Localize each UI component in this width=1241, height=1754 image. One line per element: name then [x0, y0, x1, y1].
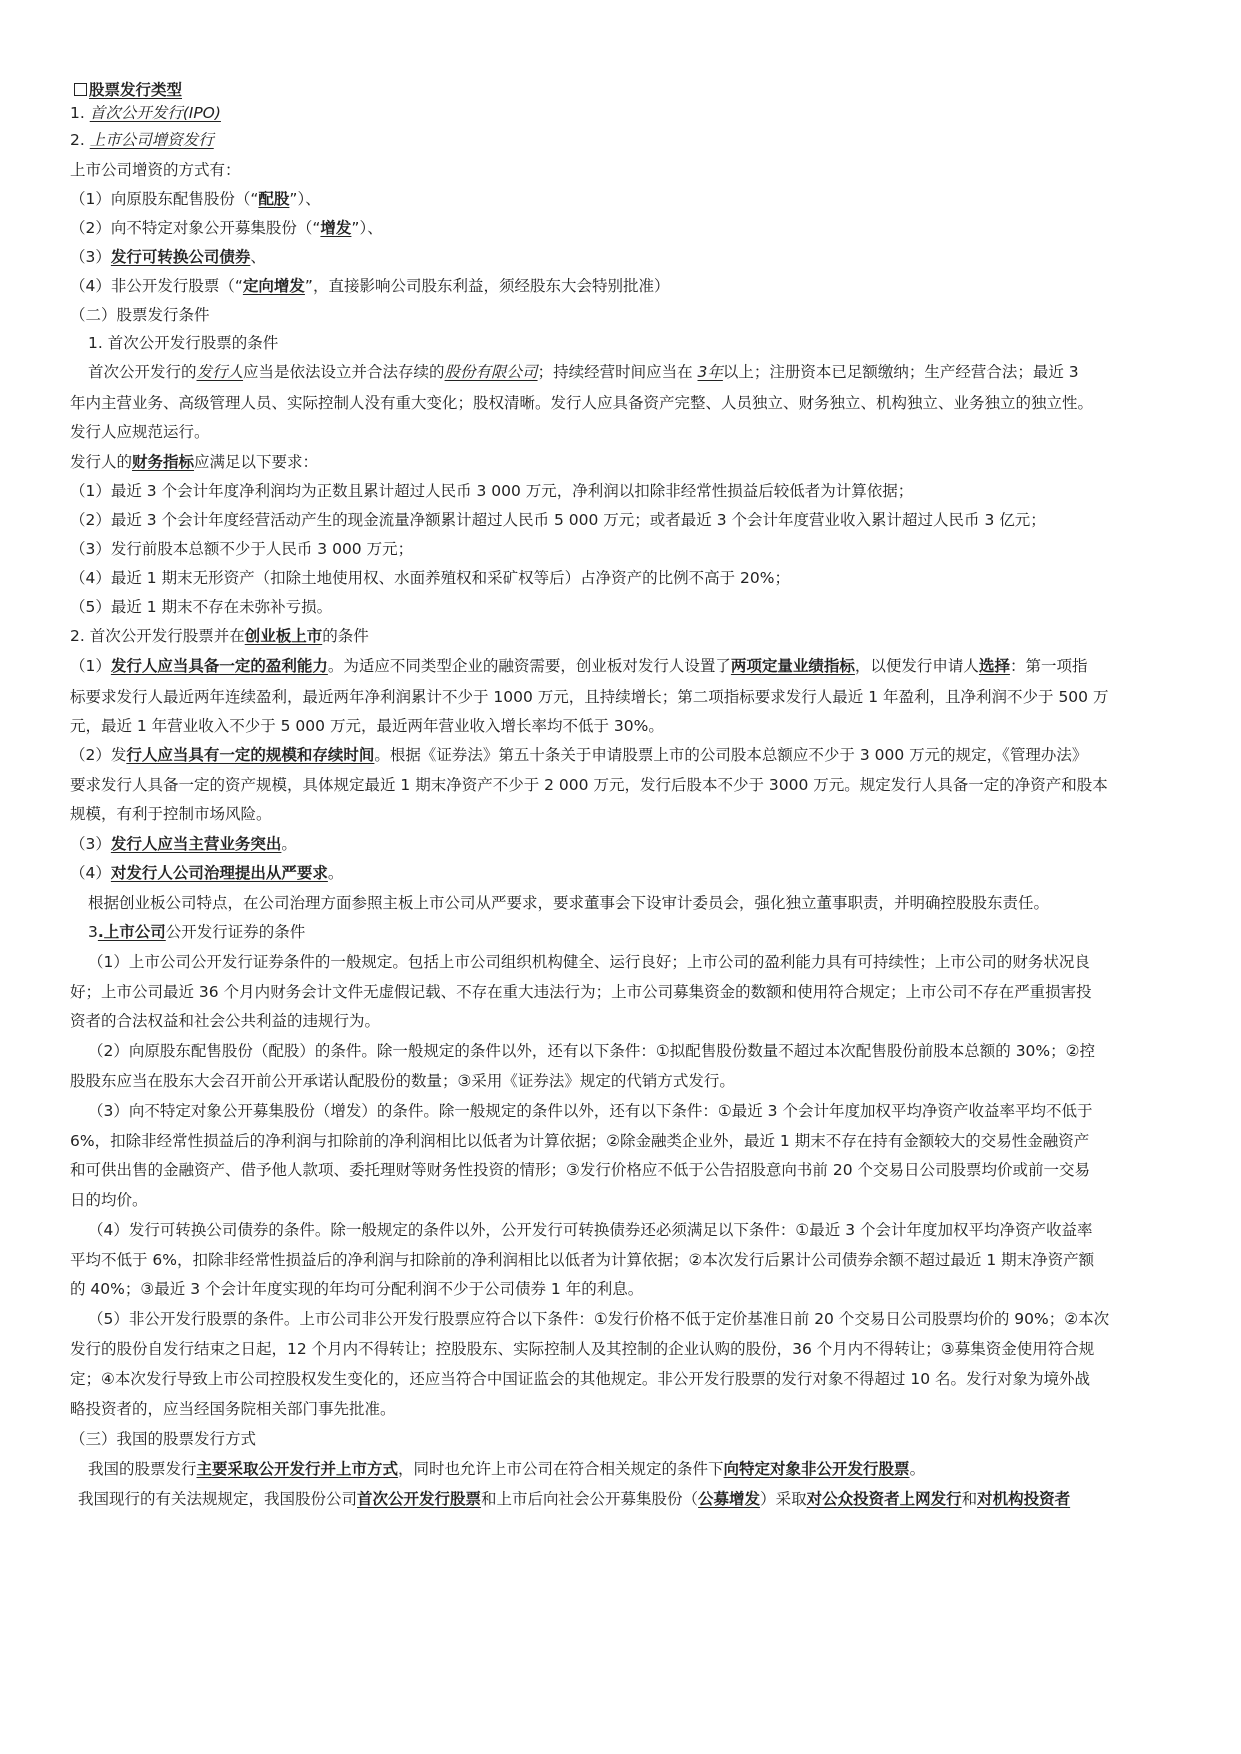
text-run: ，同时也允许上市公司在符合相关规定的条件下 [398, 1460, 724, 1478]
emphasized-term: 行人应当具有一定的规模和存续时间 [126, 746, 375, 764]
text-run: （2）最近 3 个会计年度经营活动产生的现金流量净额累计超过人民币 5 000 万元；或者最近 3 个会计年度营业收入累计超过人民币 3 亿元； [70, 511, 1046, 529]
text-line-l16 [70, 539, 1241, 559]
text-run: ”，直接影响公司股东利益，须经股东大会特别批准） [304, 277, 670, 295]
text-run: ）采取 [760, 1490, 807, 1508]
text-run: 2. 首次公开发行股票并在 [70, 627, 245, 645]
text-run: 2. [70, 131, 90, 149]
text-line-l18 [70, 597, 1241, 617]
text-line-l7 [70, 276, 1241, 296]
text-run: 应满足以下要求： [194, 453, 319, 471]
emphasized-term: 创业板上市 [244, 627, 323, 645]
text-line-l24 [70, 775, 1241, 795]
text-run: （1）向原股东配售股份（“ [70, 190, 259, 208]
text-run: 的 40%；③最近 3 个会计年度实现的年均可分配利润不少于公司债券 1 年的利息。 [70, 1280, 644, 1298]
text-line-l25 [70, 804, 1241, 824]
text-run: （5）非公开发行股票的条件。上市公司非公开发行股票应符合以下条件：①发行价格不低于定价基准日前 20 个交易日公司股票均价的 90%；②本次 [88, 1310, 1110, 1328]
section-title [74, 80, 1241, 100]
text-run: 1. 首次公开发行股票的条件 [88, 334, 279, 352]
text-run: （3）向不特定对象公开募集股份（增发）的条件。除一般规定的条件以外，还有以下条件：①最近 3 个会计年度加权平均净资产收益率平均不低于 [88, 1102, 1093, 1120]
emphasized-term: 配股 [258, 190, 290, 208]
emphasized-term: 对公众投资者上网发行 [806, 1490, 962, 1508]
text-run: ，以便发行申请人 [854, 657, 979, 675]
emphasized-term: 对发行人公司治理提出从严要求 [110, 864, 328, 882]
emphasized-term: 发行人应当具备一定的盈利能力 [110, 657, 328, 675]
text-run: 、 [250, 248, 266, 266]
text-line-l27 [70, 863, 1241, 883]
text-run: 。 [281, 835, 297, 853]
text-run: （5）最近 1 期末不存在未弥补亏损。 [70, 598, 333, 616]
text-run: 好；上市公司最近 36 个月内财务会计文件无虚假记载、不存在重大违法行为；上市公司募集资金的数额和使用符合规定；上市公司不存在严重损害投 [70, 983, 1092, 1001]
text-line-l33 [88, 1041, 1241, 1061]
text-run: 年内主营业务、高级管理人员、实际控制人没有重大变化；股权清晰。发行人应具备资产完整、人员独立、财务独立、机构独立、业务独立的独立性。 [70, 394, 1094, 412]
text-run: 首次公开发行的 [88, 363, 197, 381]
text-line-l14 [70, 481, 1241, 501]
text-line-l22 [70, 716, 1241, 736]
text-run: 我国现行的有关法规规定，我国股份公司 [78, 1490, 358, 1508]
text-line-l37 [70, 1160, 1241, 1180]
text-run: （1） [70, 657, 111, 675]
emphasized-term: 定向增发 [242, 277, 305, 295]
text-line-l4 [70, 189, 1241, 209]
text-run: 规模，有利于控制市场风险。 [70, 805, 272, 823]
text-line-l46 [70, 1429, 1241, 1449]
text-line-l32 [70, 1011, 1241, 1031]
emphasized-term: 两项定量业绩指标 [730, 657, 855, 675]
text-line-l40 [70, 1250, 1241, 1270]
text-line-l8 [70, 305, 1241, 325]
text-line-l38 [70, 1190, 1241, 1210]
checkbox-icon [74, 83, 87, 96]
text-line-l30 [88, 952, 1241, 972]
emphasized-term: 3年 [697, 363, 723, 381]
text-line-l3 [70, 160, 1241, 180]
text-run: 股股东应当在股东大会召开前公开承诺认配股份的数量；③采用《证券法》规定的代销方式发行。 [70, 1072, 735, 1090]
text-run: ”）、 [351, 219, 383, 237]
text-line-l43 [70, 1339, 1241, 1359]
text-run: 根据创业板公司特点，在公司治理方面参照主板上市公司从严要求，要求董事会下设审计委员会，强化独立董事职责，并明确控股股东责任。 [88, 894, 1050, 912]
text-run: 元，最近 1 年营业收入不少于 5 000 万元，最近两年营业收入增长率均不低于 30%。 [70, 717, 664, 735]
text-line-l42 [88, 1309, 1241, 1329]
text-line-l9 [88, 333, 1241, 353]
text-line-l39 [88, 1220, 1241, 1240]
emphasized-term: 股份有限公司 [444, 363, 538, 381]
text-run: 上市公司增资的方式有： [70, 161, 241, 179]
text-run: 日的均价。 [70, 1191, 148, 1209]
text-run: 和可供出售的金融资产、借予他人款项、委托理财等财务性投资的情形；③发行价格应不低于公告招股意向书前 20 个交易日公司股票均价或前一交易 [70, 1161, 1090, 1179]
text-run: 。根据《证券法》第五十条关于申请股票上市的公司股本总额应不少于 3 000 万元的规定，《管理办法》 [374, 746, 1088, 764]
emphasized-term: 发行人应当主营业务突出 [110, 835, 282, 853]
text-run: （2）向原股东配售股份（配股）的条件。除一般规定的条件以外，还有以下条件：①拟配售股份数量不超过本次配售股份前股本总额的 30%；②控 [88, 1042, 1096, 1060]
text-line-l44 [70, 1369, 1241, 1389]
text-run: （4） [70, 864, 111, 882]
text-line-l12 [70, 422, 1241, 442]
text-run: （三）我国的股票发行方式 [70, 1430, 257, 1448]
text-run: （3）发行前股本总额不少于人民币 3 000 万元； [70, 540, 414, 558]
text-run: 略投资者的，应当经国务院相关部门事先批准。 [70, 1400, 396, 1418]
text-run: （3） [70, 248, 111, 266]
text-line-l41 [70, 1279, 1241, 1299]
text-line-l11 [70, 393, 1241, 413]
emphasized-term: 对机构投资者 [977, 1490, 1071, 1508]
text-line-l31 [70, 982, 1241, 1002]
text-run: （4）最近 1 期末无形资产（扣除土地使用权、水面养殖权和采矿权等后）占净资产的比例不高于 20%； [70, 569, 790, 587]
text-run: 6%，扣除非经常性损益后的净利润与扣除前的净利润相比以低者为计算依据；②除金融类企业外，最近 1 期末不存在持有金额较大的交易性金融资产 [70, 1132, 1090, 1150]
text-run: ；持续经营时间应当在 [537, 363, 698, 381]
text-line-l29 [88, 922, 1241, 942]
emphasized-term: 上市公司增资发行 [89, 131, 214, 149]
title-text: 股票发行类型 [89, 81, 183, 99]
text-run: 。为适应不同类型企业的融资需要，创业板对发行人设置了 [327, 657, 731, 675]
text-line-l5 [70, 218, 1241, 238]
text-run: 公开发行证券的条件 [165, 923, 306, 941]
text-run: 的条件 [322, 627, 369, 645]
text-line-l48 [78, 1489, 1241, 1509]
text-run: 应当是依法设立并合法存续的 [243, 363, 445, 381]
text-line-l1 [70, 103, 1241, 123]
text-line-l19 [70, 626, 1241, 646]
text-line-l10 [88, 362, 1241, 382]
text-line-l17 [70, 568, 1241, 588]
text-line-l28 [88, 893, 1241, 913]
text-line-l20 [70, 656, 1241, 676]
text-run: （4）发行可转换公司债券的条件。除一般规定的条件以外，公开发行可转换债券还必须满足以下条件：①最近 3 个会计年度加权平均净资产收益率 [88, 1221, 1093, 1239]
text-line-l21 [70, 687, 1241, 707]
text-run: （4）非公开发行股票（“ [70, 277, 243, 295]
text-run: （二）股票发行条件 [70, 306, 210, 324]
text-run: 标要求发行人最近两年连续盈利，最近两年净利润累计不少于 1000 万元，且持续增长；第二项指标要求发行人最近 1 年盈利，且净利润不少于 500 万 [70, 688, 1109, 706]
text-run: 。 [327, 864, 344, 882]
text-run: 1. [70, 104, 90, 122]
emphasized-term: 选择 [978, 657, 1010, 675]
text-run: 定；④本次发行导致上市公司控股权发生变化的，还应当符合中国证监会的其他规定。非公开发行股票的发行对象不得超过 10 名。发行对象为境外战 [70, 1370, 1090, 1388]
emphasized-term: 主要采取公开发行并上市方式 [196, 1460, 399, 1478]
emphasized-term: 发行可转换公司债券 [110, 248, 251, 266]
emphasized-term: 向特定对象非公开发行股票 [723, 1460, 910, 1478]
text-run: 和上市后向社会公开募集股份（ [481, 1490, 699, 1508]
text-run: 我国的股票发行 [88, 1460, 197, 1478]
text-run: 平均不低于 6%，扣除非经常性损益后的净利润与扣除前的净利润相比以低者为计算依据；②本次发行后累计公司债券余额不超过最近 1 期末净资产额 [70, 1251, 1095, 1269]
emphasized-term: 首次公开发行股票 [357, 1490, 482, 1508]
text-line-l26 [70, 834, 1241, 854]
text-line-l15 [70, 510, 1241, 530]
text-line-l13 [70, 452, 1241, 472]
emphasized-term: 增发 [320, 219, 352, 237]
text-line-l45 [70, 1399, 1241, 1419]
text-run: 发行人应规范运行。 [70, 423, 210, 441]
emphasized-term: 财务指标 [132, 453, 195, 471]
text-run: ”）、 [289, 190, 321, 208]
text-run: （2）向不特定对象公开募集股份（“ [70, 219, 321, 237]
text-run: 和 [961, 1490, 978, 1508]
text-line-l6 [70, 247, 1241, 267]
emphasized-term: .上市公司 [97, 923, 166, 941]
text-run: 发行的股份自发行结束之日起，12 个月内不得转让；控股股东、实际控制人及其控制的企业认购的股份，36 个月内不得转让；③募集资金使用符合规 [70, 1340, 1095, 1358]
emphasized-term: 发行人 [196, 363, 244, 381]
text-run: 。 [909, 1460, 926, 1478]
text-run: 3 [88, 923, 98, 941]
text-run: ：第一项指 [1009, 657, 1088, 675]
text-line-l34 [70, 1071, 1241, 1091]
text-run: （3） [70, 835, 111, 853]
text-run: 要求发行人具备一定的资产规模，具体规定最近 1 期末净资产不少于 2 000 万元，发行后股本不少于 3000 万元。规定发行人具备一定的净资产和股本 [70, 776, 1108, 794]
text-run: （1）上市公司公开发行证券条件的一般规定。包括上市公司组织机构健全、运行良好；上市公司的盈利能力具有可持续性；上市公司的财务状况良 [88, 953, 1090, 971]
emphasized-term: 公募增发 [698, 1490, 761, 1508]
text-run: （2）发 [70, 746, 127, 764]
text-run: 发行人的 [70, 453, 133, 471]
text-run: 资者的合法权益和社会公共利益的违规行为。 [70, 1012, 381, 1030]
text-line-l23 [70, 745, 1241, 765]
text-line-l35 [88, 1101, 1241, 1121]
text-run: 以上；注册资本已足额缴纳；生产经营合法；最近 3 [722, 363, 1079, 381]
text-line-l36 [70, 1131, 1241, 1151]
text-run: （1）最近 3 个会计年度净利润均为正数且累计超过人民币 3 000 万元，净利润以扣除非经常性损益后较低者为计算依据； [70, 482, 914, 500]
emphasized-term: 首次公开发行(IPO) [89, 104, 221, 122]
text-line-l47 [88, 1459, 1241, 1479]
text-line-l2 [70, 130, 1241, 150]
